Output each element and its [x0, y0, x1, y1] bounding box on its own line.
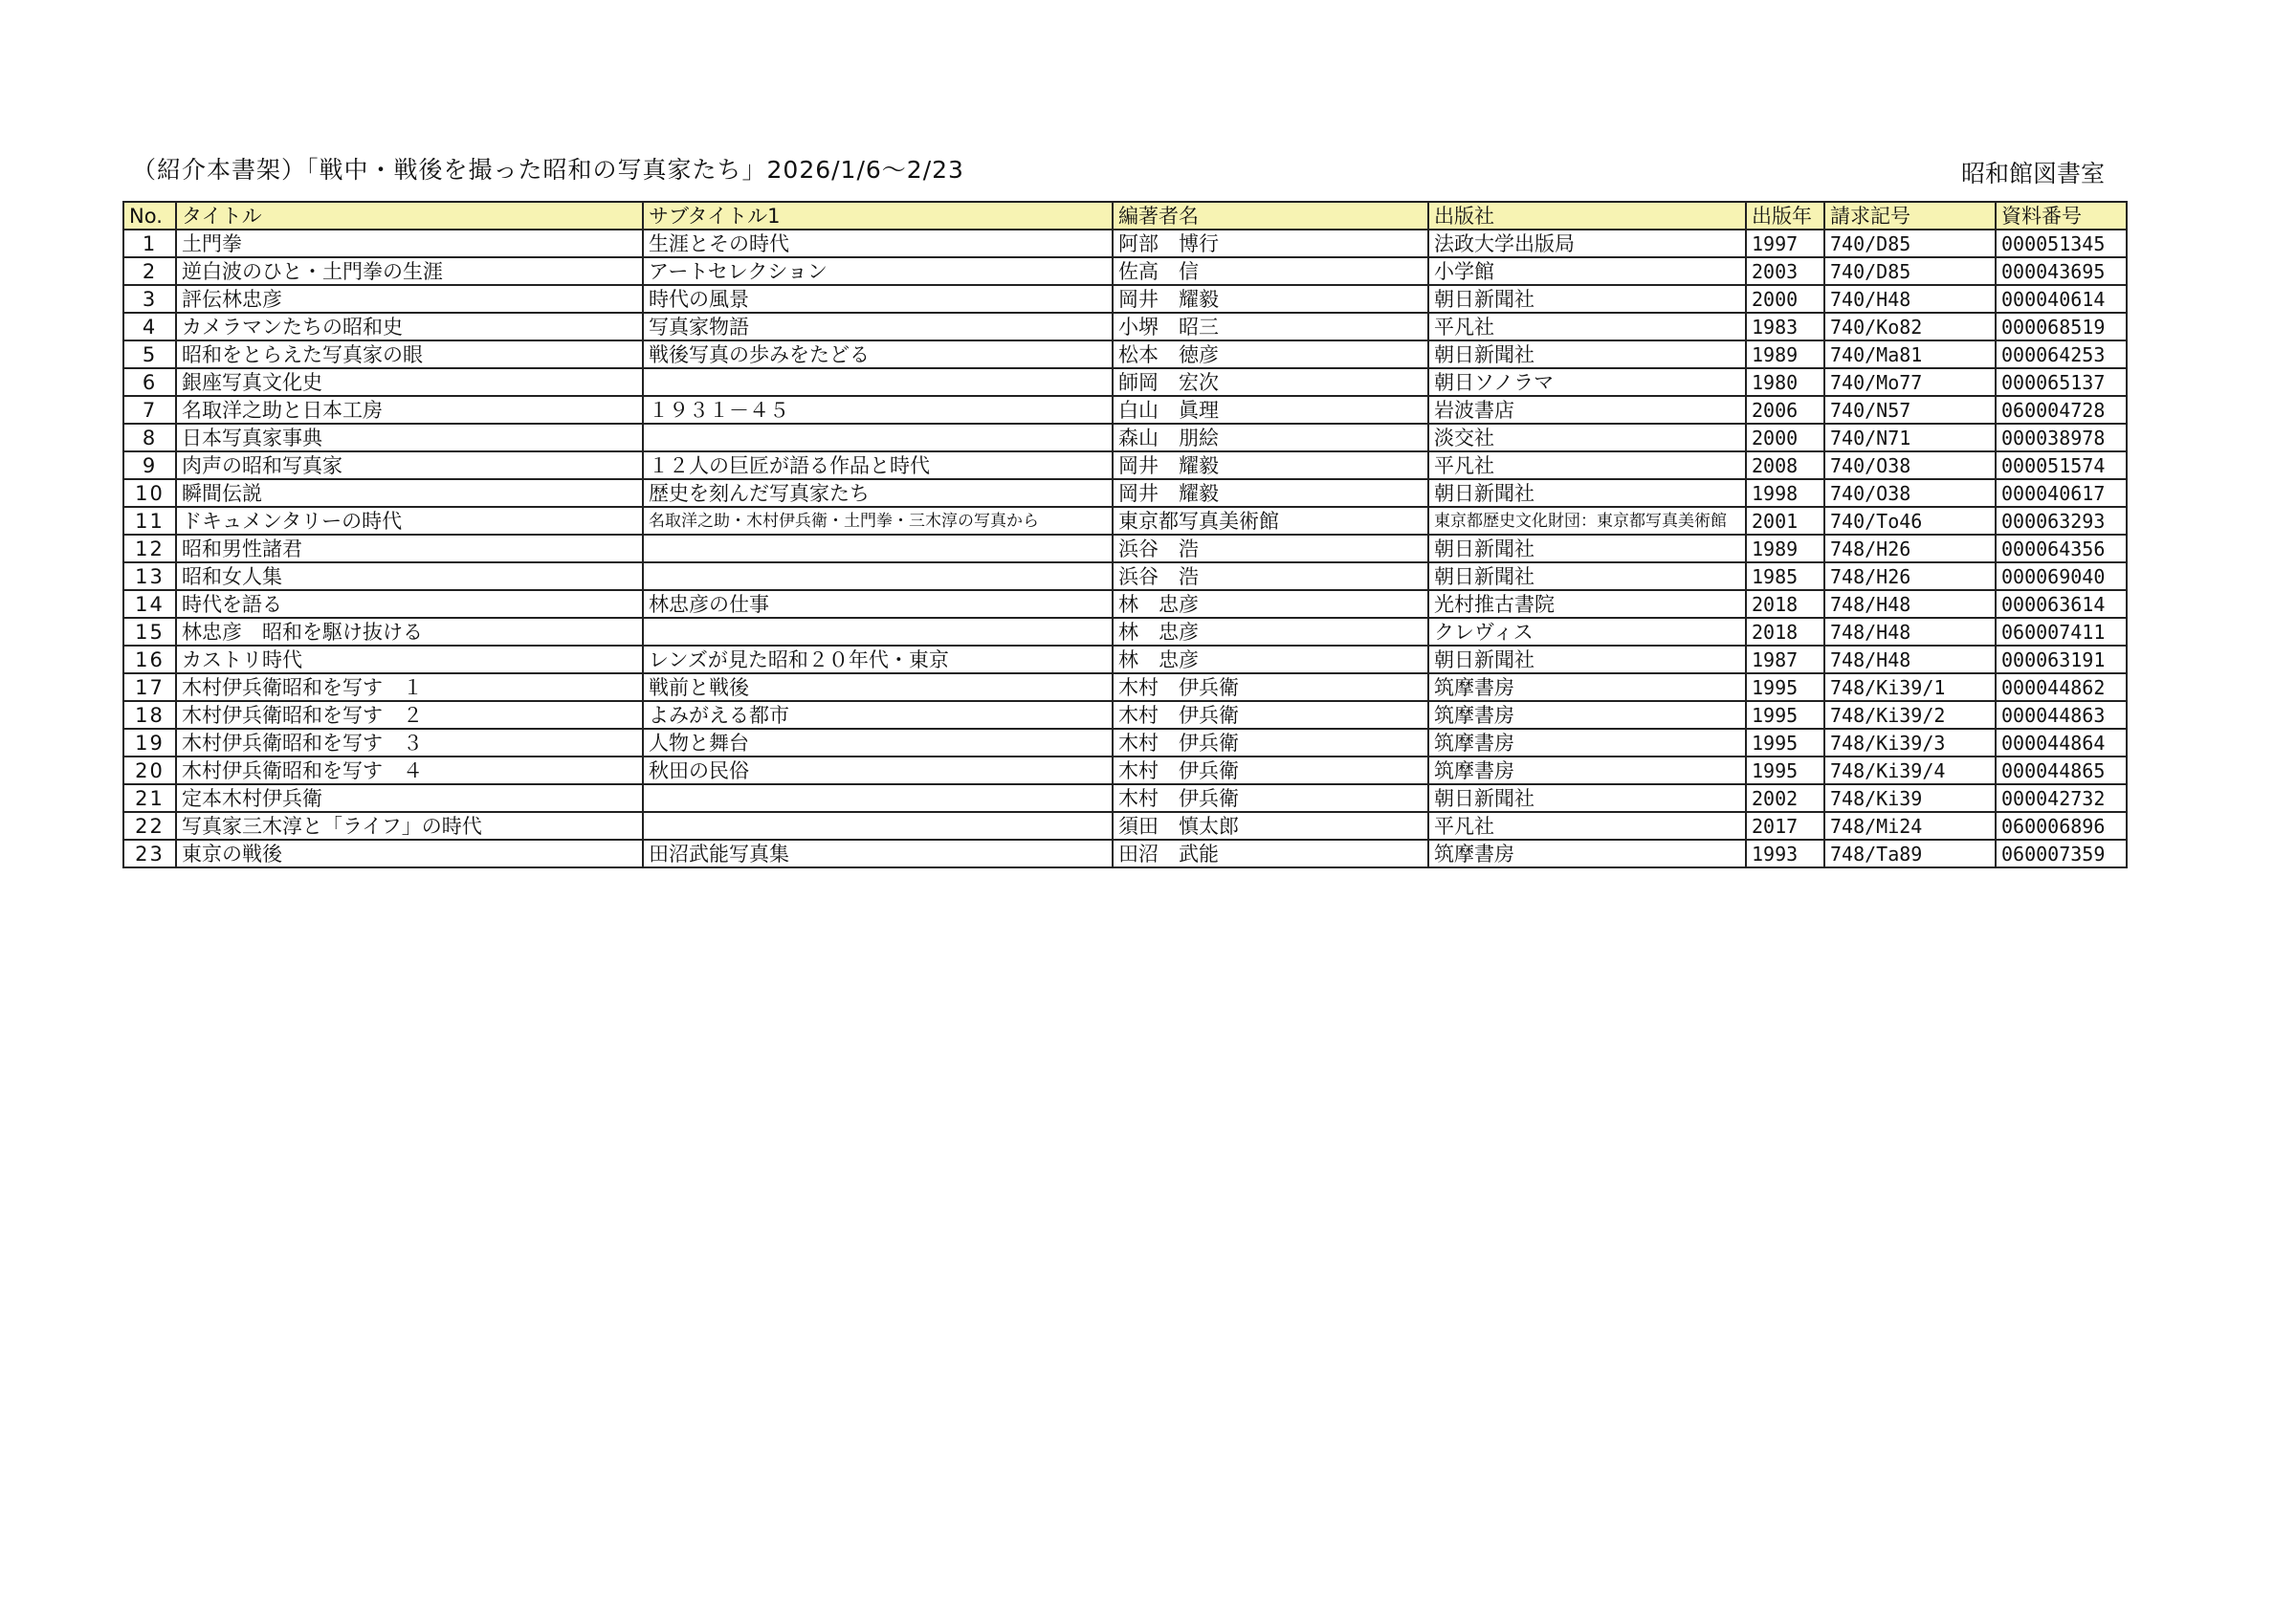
cell-no: 8: [123, 424, 176, 451]
cell-item-number: 000044863: [1996, 701, 2127, 729]
cell-title: 木村伊兵衛昭和を写す ４: [176, 757, 643, 784]
cell-call-number: 740/O38: [1824, 451, 1996, 479]
cell-subtitle: 戦後写真の歩みをたどる: [643, 340, 1113, 368]
cell-no: 18: [123, 701, 176, 729]
cell-item-number: 000040614: [1996, 285, 2127, 313]
table-row: [123, 368, 2127, 396]
cell-title: 林忠彦 昭和を駆け抜ける: [176, 618, 643, 646]
table-row: [123, 507, 2127, 535]
cell-author: 阿部 博行: [1113, 230, 1428, 257]
cell-title: 木村伊兵衛昭和を写す １: [176, 673, 643, 701]
cell-title: 昭和をとらえた写真家の眼: [176, 340, 643, 368]
cell-item-number: 000063614: [1996, 590, 2127, 618]
document-title: （紹介本書架）「戦中・戦後を撮った昭和の写真家たち」2026/1/6～2/23: [132, 156, 964, 184]
cell-item-number: 000038978: [1996, 424, 2127, 451]
cell-year: 2003: [1746, 257, 1824, 285]
column-header-call-number: 請求記号: [1824, 202, 1996, 230]
cell-author: 岡井 耀毅: [1113, 451, 1428, 479]
cell-call-number: 748/H26: [1824, 535, 1996, 562]
cell-author: 森山 朋絵: [1113, 424, 1428, 451]
cell-item-number: 000042732: [1996, 784, 2127, 812]
cell-title: カメラマンたちの昭和史: [176, 313, 643, 340]
cell-subtitle: [643, 784, 1113, 812]
column-header-subtitle: サブタイトル1: [643, 202, 1113, 230]
cell-title: 時代を語る: [176, 590, 643, 618]
cell-no: 20: [123, 757, 176, 784]
cell-no: 10: [123, 479, 176, 507]
cell-publisher: 朝日新聞社: [1428, 479, 1746, 507]
cell-author: 林 忠彦: [1113, 618, 1428, 646]
cell-year: 1983: [1746, 313, 1824, 340]
cell-author: 田沼 武能: [1113, 840, 1428, 867]
table-row: [123, 618, 2127, 646]
cell-call-number: 748/H48: [1824, 646, 1996, 673]
cell-author: 岡井 耀毅: [1113, 285, 1428, 313]
cell-subtitle: 写真家物語: [643, 313, 1113, 340]
cell-year: 2017: [1746, 812, 1824, 840]
cell-publisher: 筑摩書房: [1428, 729, 1746, 757]
cell-call-number: 740/Ma81: [1824, 340, 1996, 368]
cell-year: 1993: [1746, 840, 1824, 867]
cell-title: 土門拳: [176, 230, 643, 257]
cell-title: 逆白波のひと・土門拳の生涯: [176, 257, 643, 285]
cell-year: 1987: [1746, 646, 1824, 673]
library-name: 昭和館図書室: [1961, 160, 2106, 187]
cell-year: 2002: [1746, 784, 1824, 812]
cell-call-number: 748/Ta89: [1824, 840, 1996, 867]
cell-no: 13: [123, 562, 176, 590]
column-header-item-number: 資料番号: [1996, 202, 2127, 230]
table-row: [123, 479, 2127, 507]
cell-publisher: 平凡社: [1428, 313, 1746, 340]
table-row: [123, 285, 2127, 313]
cell-item-number: 000063191: [1996, 646, 2127, 673]
cell-no: 9: [123, 451, 176, 479]
cell-subtitle: 林忠彦の仕事: [643, 590, 1113, 618]
cell-item-number: 060004728: [1996, 396, 2127, 424]
cell-no: 4: [123, 313, 176, 340]
cell-call-number: 740/N57: [1824, 396, 1996, 424]
cell-subtitle: 時代の風景: [643, 285, 1113, 313]
cell-publisher: 朝日新聞社: [1428, 784, 1746, 812]
cell-publisher: 筑摩書房: [1428, 840, 1746, 867]
cell-title: 肉声の昭和写真家: [176, 451, 643, 479]
table-row: [123, 340, 2127, 368]
cell-publisher: 筑摩書房: [1428, 757, 1746, 784]
cell-author: 木村 伊兵衛: [1113, 729, 1428, 757]
cell-author: 東京都写真美術館: [1113, 507, 1428, 535]
cell-call-number: 740/N71: [1824, 424, 1996, 451]
cell-year: 1995: [1746, 701, 1824, 729]
cell-year: 1989: [1746, 535, 1824, 562]
cell-author: 木村 伊兵衛: [1113, 701, 1428, 729]
cell-author: 小堺 昭三: [1113, 313, 1428, 340]
cell-year: 1998: [1746, 479, 1824, 507]
cell-title: 定本木村伊兵衛: [176, 784, 643, 812]
cell-call-number: 748/H26: [1824, 562, 1996, 590]
cell-no: 15: [123, 618, 176, 646]
cell-author: 佐高 信: [1113, 257, 1428, 285]
table-row: [123, 562, 2127, 590]
cell-call-number: 748/Ki39: [1824, 784, 1996, 812]
cell-item-number: 000051574: [1996, 451, 2127, 479]
cell-author: 木村 伊兵衛: [1113, 673, 1428, 701]
cell-call-number: 748/Ki39/1: [1824, 673, 1996, 701]
table-body: [123, 230, 2127, 867]
cell-subtitle: よみがえる都市: [643, 701, 1113, 729]
table-row: [123, 840, 2127, 867]
cell-publisher: 朝日新聞社: [1428, 646, 1746, 673]
cell-author: 岡井 耀毅: [1113, 479, 1428, 507]
cell-call-number: 748/Ki39/4: [1824, 757, 1996, 784]
cell-no: 11: [123, 507, 176, 535]
cell-call-number: 740/O38: [1824, 479, 1996, 507]
table-row: [123, 673, 2127, 701]
cell-subtitle: アートセレクション: [643, 257, 1113, 285]
cell-call-number: 748/H48: [1824, 590, 1996, 618]
column-header-author: 編著者名: [1113, 202, 1428, 230]
table-row: [123, 396, 2127, 424]
column-header-title: タイトル: [176, 202, 643, 230]
cell-item-number: 000044864: [1996, 729, 2127, 757]
cell-author: 林 忠彦: [1113, 590, 1428, 618]
table-row: [123, 646, 2127, 673]
table-row: [123, 812, 2127, 840]
table-row: [123, 757, 2127, 784]
table-row: [123, 590, 2127, 618]
cell-publisher: 平凡社: [1428, 812, 1746, 840]
cell-title: 名取洋之助と日本工房: [176, 396, 643, 424]
cell-item-number: 000044862: [1996, 673, 2127, 701]
cell-publisher: 筑摩書房: [1428, 673, 1746, 701]
cell-author: 林 忠彦: [1113, 646, 1428, 673]
table-row: [123, 313, 2127, 340]
cell-author: 須田 慎太郎: [1113, 812, 1428, 840]
cell-item-number: 000064253: [1996, 340, 2127, 368]
table-row: [123, 230, 2127, 257]
cell-subtitle: [643, 562, 1113, 590]
cell-author: 松本 徳彦: [1113, 340, 1428, 368]
cell-year: 2018: [1746, 618, 1824, 646]
cell-item-number: 000044865: [1996, 757, 2127, 784]
cell-author: 木村 伊兵衛: [1113, 757, 1428, 784]
cell-year: 2018: [1746, 590, 1824, 618]
cell-call-number: 740/To46: [1824, 507, 1996, 535]
cell-subtitle: 歴史を刻んだ写真家たち: [643, 479, 1113, 507]
cell-author: 浜谷 浩: [1113, 562, 1428, 590]
cell-no: 17: [123, 673, 176, 701]
cell-item-number: 000051345: [1996, 230, 2127, 257]
cell-publisher: 淡交社: [1428, 424, 1746, 451]
cell-subtitle: 戦前と戦後: [643, 673, 1113, 701]
table-header-row: [123, 202, 2127, 230]
cell-publisher: 朝日ソノラマ: [1428, 368, 1746, 396]
cell-no: 16: [123, 646, 176, 673]
cell-no: 14: [123, 590, 176, 618]
cell-title: 日本写真家事典: [176, 424, 643, 451]
cell-subtitle: 名取洋之助・木村伊兵衛・土門拳・三木淳の写真から: [643, 507, 1113, 535]
cell-no: 7: [123, 396, 176, 424]
cell-year: 2006: [1746, 396, 1824, 424]
cell-subtitle: [643, 812, 1113, 840]
cell-subtitle: 生涯とその時代: [643, 230, 1113, 257]
cell-no: 23: [123, 840, 176, 867]
cell-item-number: 060007359: [1996, 840, 2127, 867]
cell-publisher: 朝日新聞社: [1428, 340, 1746, 368]
cell-title: カストリ時代: [176, 646, 643, 673]
cell-call-number: 740/H48: [1824, 285, 1996, 313]
cell-no: 3: [123, 285, 176, 313]
cell-item-number: 000068519: [1996, 313, 2127, 340]
cell-title: 評伝林忠彦: [176, 285, 643, 313]
cell-no: 22: [123, 812, 176, 840]
table-row: [123, 701, 2127, 729]
cell-no: 5: [123, 340, 176, 368]
cell-item-number: 000065137: [1996, 368, 2127, 396]
cell-publisher: 小学館: [1428, 257, 1746, 285]
cell-publisher: 平凡社: [1428, 451, 1746, 479]
cell-author: 白山 眞理: [1113, 396, 1428, 424]
cell-no: 2: [123, 257, 176, 285]
cell-title: 銀座写真文化史: [176, 368, 643, 396]
cell-call-number: 748/Mi24: [1824, 812, 1996, 840]
cell-publisher: 朝日新聞社: [1428, 562, 1746, 590]
book-list-table: [122, 201, 2128, 868]
cell-subtitle: １９３１－４５: [643, 396, 1113, 424]
cell-title: 昭和男性諸君: [176, 535, 643, 562]
cell-item-number: 000063293: [1996, 507, 2127, 535]
cell-publisher: 筑摩書房: [1428, 701, 1746, 729]
cell-call-number: 740/Mo77: [1824, 368, 1996, 396]
cell-title: 木村伊兵衛昭和を写す ３: [176, 729, 643, 757]
cell-author: 師岡 宏次: [1113, 368, 1428, 396]
cell-year: 2001: [1746, 507, 1824, 535]
table-row: [123, 784, 2127, 812]
cell-title: 昭和女人集: [176, 562, 643, 590]
cell-year: 2000: [1746, 424, 1824, 451]
cell-no: 21: [123, 784, 176, 812]
cell-publisher: 東京都歴史文化財団：東京都写真美術館: [1428, 507, 1746, 535]
cell-subtitle: [643, 535, 1113, 562]
cell-item-number: 000040617: [1996, 479, 2127, 507]
cell-year: 2008: [1746, 451, 1824, 479]
cell-author: 木村 伊兵衛: [1113, 784, 1428, 812]
cell-item-number: 060006896: [1996, 812, 2127, 840]
cell-year: 1989: [1746, 340, 1824, 368]
cell-subtitle: レンズが見た昭和２０年代・東京: [643, 646, 1113, 673]
cell-publisher: 朝日新聞社: [1428, 535, 1746, 562]
cell-publisher: クレヴィス: [1428, 618, 1746, 646]
cell-call-number: 748/H48: [1824, 618, 1996, 646]
table-row: [123, 535, 2127, 562]
cell-no: 12: [123, 535, 176, 562]
cell-item-number: 060007411: [1996, 618, 2127, 646]
column-header-year: 出版年: [1746, 202, 1824, 230]
cell-item-number: 000043695: [1996, 257, 2127, 285]
cell-subtitle: [643, 618, 1113, 646]
cell-title: ドキュメンタリーの時代: [176, 507, 643, 535]
cell-publisher: 朝日新聞社: [1428, 285, 1746, 313]
cell-year: 1995: [1746, 673, 1824, 701]
column-header-no: No.: [123, 202, 176, 230]
cell-year: 1995: [1746, 729, 1824, 757]
cell-no: 6: [123, 368, 176, 396]
cell-subtitle: [643, 424, 1113, 451]
cell-call-number: 748/Ki39/2: [1824, 701, 1996, 729]
cell-item-number: 000064356: [1996, 535, 2127, 562]
cell-call-number: 740/D85: [1824, 230, 1996, 257]
table-row: [123, 257, 2127, 285]
cell-year: 1985: [1746, 562, 1824, 590]
cell-call-number: 748/Ki39/3: [1824, 729, 1996, 757]
cell-item-number: 000069040: [1996, 562, 2127, 590]
cell-year: 1997: [1746, 230, 1824, 257]
cell-title: 木村伊兵衛昭和を写す ２: [176, 701, 643, 729]
cell-publisher: 光村推古書院: [1428, 590, 1746, 618]
cell-publisher: 法政大学出版局: [1428, 230, 1746, 257]
cell-year: 2000: [1746, 285, 1824, 313]
cell-year: 1980: [1746, 368, 1824, 396]
cell-subtitle: 人物と舞台: [643, 729, 1113, 757]
column-header-publisher: 出版社: [1428, 202, 1746, 230]
cell-subtitle: １２人の巨匠が語る作品と時代: [643, 451, 1113, 479]
cell-call-number: 740/Ko82: [1824, 313, 1996, 340]
cell-title: 写真家三木淳と「ライフ」の時代: [176, 812, 643, 840]
cell-no: 1: [123, 230, 176, 257]
cell-author: 浜谷 浩: [1113, 535, 1428, 562]
cell-title: 瞬間伝説: [176, 479, 643, 507]
cell-no: 19: [123, 729, 176, 757]
cell-subtitle: 秋田の民俗: [643, 757, 1113, 784]
cell-call-number: 740/D85: [1824, 257, 1996, 285]
cell-subtitle: [643, 368, 1113, 396]
cell-year: 1995: [1746, 757, 1824, 784]
table-row: [123, 424, 2127, 451]
cell-title: 東京の戦後: [176, 840, 643, 867]
cell-subtitle: 田沼武能写真集: [643, 840, 1113, 867]
table-row: [123, 451, 2127, 479]
cell-publisher: 岩波書店: [1428, 396, 1746, 424]
table-row: [123, 729, 2127, 757]
